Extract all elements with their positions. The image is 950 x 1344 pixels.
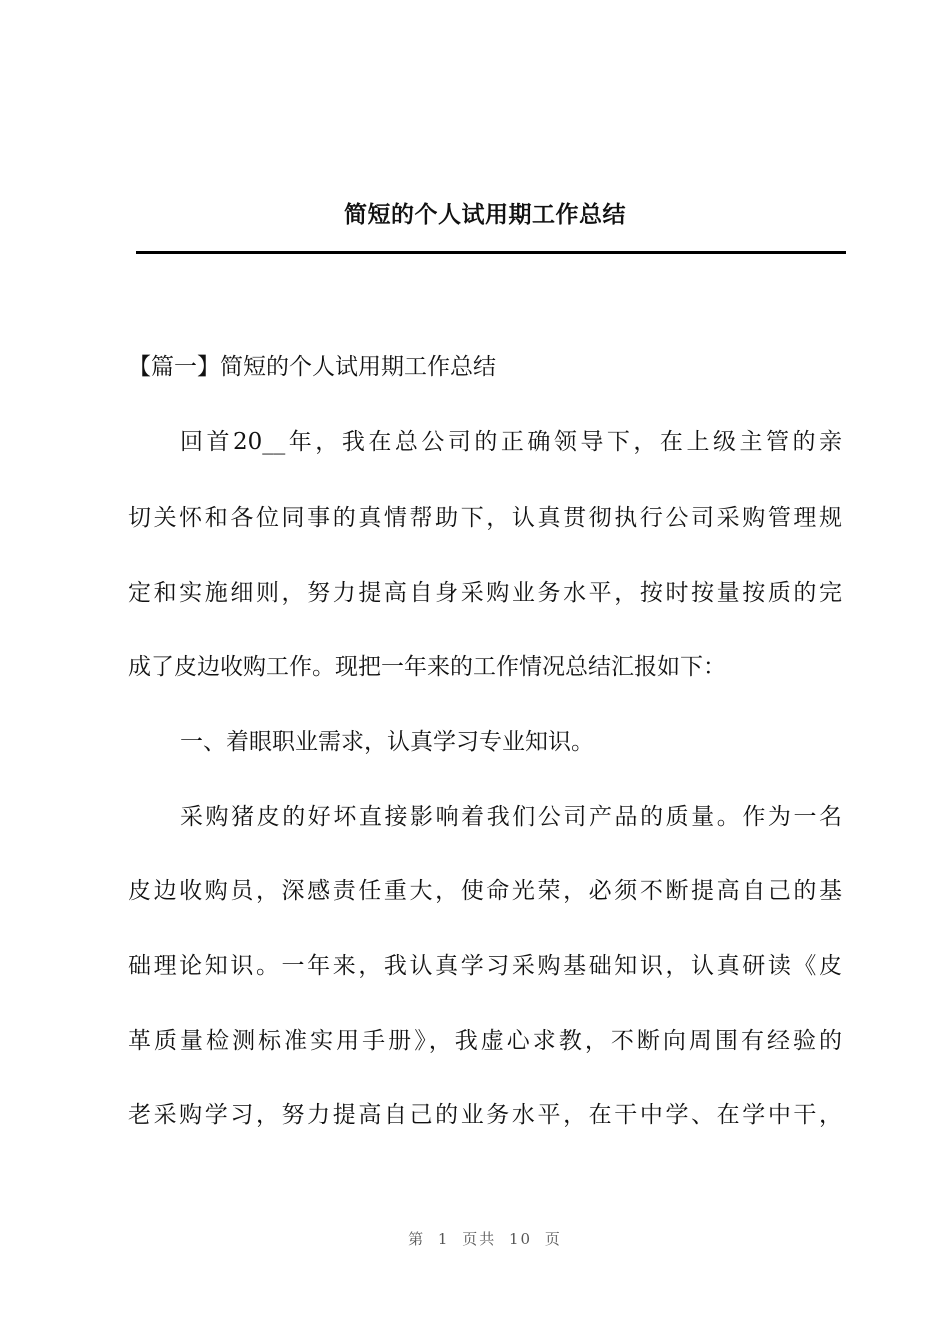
paragraph-line: 回首20__年，我在总公司的正确领导下，在上级主管的亲 [180,429,842,455]
subheading-line: 一、着眼职业需求，认真学习专业知识。 [180,729,594,755]
paragraph-line: 老采购学习，努力提高自己的业务水平，在干中学、在学中干， [128,1102,842,1128]
paragraph-line: 定和实施细则，努力提高自身采购业务水平，按时按量按质的完 [128,580,842,606]
section-heading: 【篇一】简短的个人试用期工作总结 [128,354,496,380]
page-title: 简短的个人试用期工作总结 [344,202,626,228]
paragraph-line: 切关怀和各位同事的真情帮助下，认真贯彻执行公司采购管理规 [128,505,842,531]
paragraph-line: 革质量检测标准实用手册》，我虚心求教，不断向周围有经验的 [128,1028,842,1054]
paragraph-line: 成了皮边收购工作。现把一年来的工作情况总结汇报如下： [128,654,726,680]
paragraph-line: 采购猪皮的好坏直接影响着我们公司产品的质量。作为一名 [180,804,842,830]
paragraph-line: 础理论知识。一年来，我认真学习采购基础知识，认真研读《皮 [128,953,842,979]
title-divider [136,251,846,254]
paragraph-line: 皮边收购员，深感责任重大，使命光荣，必须不断提高自己的基 [128,878,842,904]
page-number-footer: 第 1 页共 10 页 [408,1230,562,1248]
